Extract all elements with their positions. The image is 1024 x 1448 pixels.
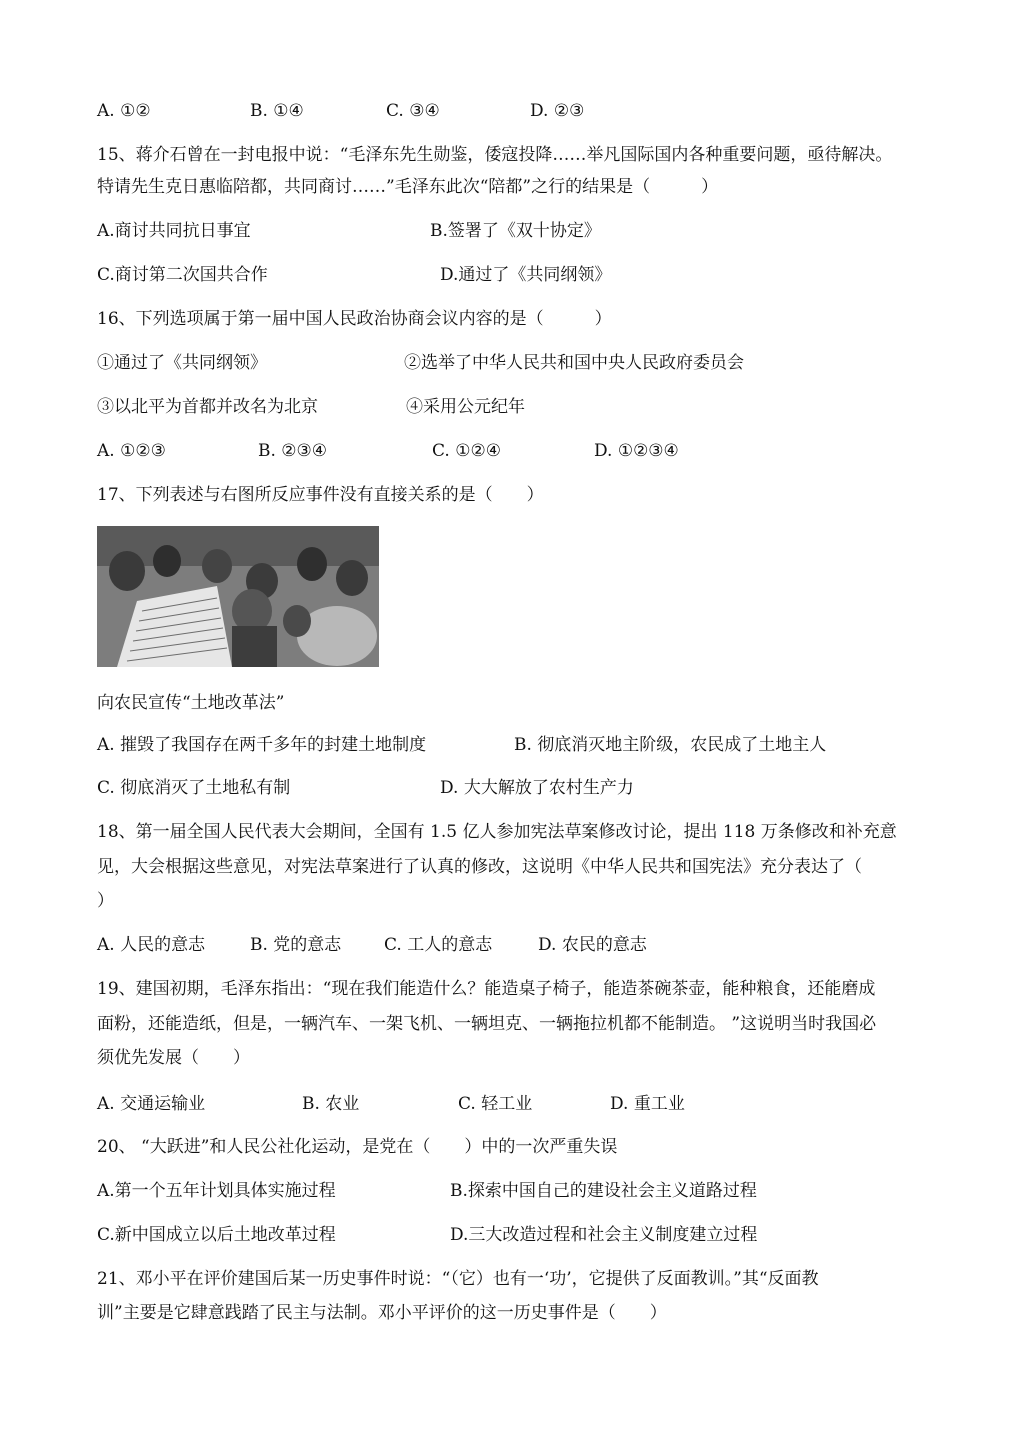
q14-option-b: B. ①④ [250, 101, 304, 121]
q15-option-d: D.通过了《共同纲领》 [440, 265, 612, 285]
q18-option-b: B. 党的意志 [250, 935, 342, 955]
q17-option-c: C. 彻底消灭了土地私有制 [97, 778, 291, 798]
q18-stem-line2: 见，大会根据这些意见，对宪法草案进行了认真的修改，这说明《中华人民共和国宪法》充分表达了（ [97, 857, 862, 877]
q19-stem-line1: 19、建国初期，毛泽东指出：“现在我们能造什么？能造桌子椅子，能造茶碗茶壶，能种粮食，还能磨成 [97, 979, 876, 999]
q19-option-c: C. 轻工业 [458, 1094, 533, 1114]
q17-stem: 17、下列表述与右图所反应事件没有直接关系的是（ ） [97, 485, 544, 505]
q18-option-c: C. 工人的意志 [384, 935, 493, 955]
q17-photo-caption: 向农民宣传“土地改革法” [97, 693, 285, 713]
q18-stem-line1: 18、第一届全国人民代表大会期间，全国有 1.5 亿人参加宪法草案修改讨论，提出 118 万条修改和补充意 [97, 822, 897, 842]
q15-option-c: C.商讨第二次国共合作 [97, 265, 268, 285]
q19-stem-line3: 须优先发展（ ） [97, 1048, 250, 1068]
q19-option-b: B. 农业 [302, 1094, 360, 1114]
q14-option-c: C. ③④ [386, 101, 440, 121]
q16-stem: 16、下列选项属于第一届中国人民政治协商会议内容的是（ ） [97, 309, 612, 329]
q20-stem: 20、 “大跃进”和人民公社化运动，是党在（ ）中的一次严重失误 [97, 1137, 618, 1157]
q15-stem-line2: 特请先生克日惠临陪都，共同商讨……”毛泽东此次“陪都”之行的结果是（ ） [97, 177, 719, 197]
q20-option-b: B.探索中国自己的建设社会主义道路过程 [450, 1181, 757, 1201]
q16-option-d: D. ①②③④ [594, 441, 679, 461]
q17-option-b: B. 彻底消灭地主阶级，农民成了土地主人 [514, 735, 827, 755]
q20-option-a: A.第一个五年计划具体实施过程 [97, 1181, 336, 1201]
q15-option-b: B.签署了《双十协定》 [430, 221, 601, 241]
q21-stem-line1: 21、邓小平在评价建国后某一历史事件时说：“（它）也有一‘功’，它提供了反面教训。”其“反面教 [97, 1269, 819, 1289]
q16-item-3: ③以北平为首都并改名为北京 [97, 397, 318, 417]
q16-item-4: ④采用公元纪年 [406, 397, 525, 417]
q20-option-c: C.新中国成立以后土地改革过程 [97, 1225, 336, 1245]
q16-item-1: ①通过了《共同纲领》 [97, 353, 267, 373]
land-reform-photo [97, 526, 379, 667]
q16-item-2: ②选举了中华人民共和国中央人民政府委员会 [404, 353, 744, 373]
q19-stem-line2: 面粉，还能造纸，但是，一辆汽车、一架飞机、一辆坦克、一辆拖拉机都不能制造。 ”这说明当时我国必 [97, 1014, 877, 1034]
q16-option-b: B. ②③④ [258, 441, 328, 461]
q21-stem-line2: 训”主要是它肆意践踏了民主与法制。邓小平评价的这一历史事件是（ ） [97, 1303, 667, 1323]
q15-stem-line1: 15、蒋介石曾在一封电报中说：“毛泽东先生勋鉴，倭寇投降……举凡国际国内各种重要问题，亟待解决。 [97, 145, 893, 165]
q18-option-a: A. 人民的意志 [97, 935, 206, 955]
q16-option-c: C. ①②④ [432, 441, 501, 461]
q17-option-d: D. 大大解放了农村生产力 [440, 778, 634, 798]
q20-option-d: D.三大改造过程和社会主义制度建立过程 [450, 1225, 758, 1245]
q17-option-a: A. 摧毁了我国存在两千多年的封建土地制度 [97, 735, 427, 755]
q16-option-a: A. ①②③ [97, 441, 166, 461]
q14-option-d: D. ②③ [530, 101, 585, 121]
q18-stem-line3: ） [97, 891, 114, 911]
q19-option-a: A. 交通运输业 [97, 1094, 206, 1114]
q14-option-a: A. ①② [97, 101, 151, 121]
q18-option-d: D. 农民的意志 [538, 935, 647, 955]
q15-option-a: A.商讨共同抗日事宜 [97, 221, 251, 241]
q19-option-d: D. 重工业 [610, 1094, 685, 1114]
